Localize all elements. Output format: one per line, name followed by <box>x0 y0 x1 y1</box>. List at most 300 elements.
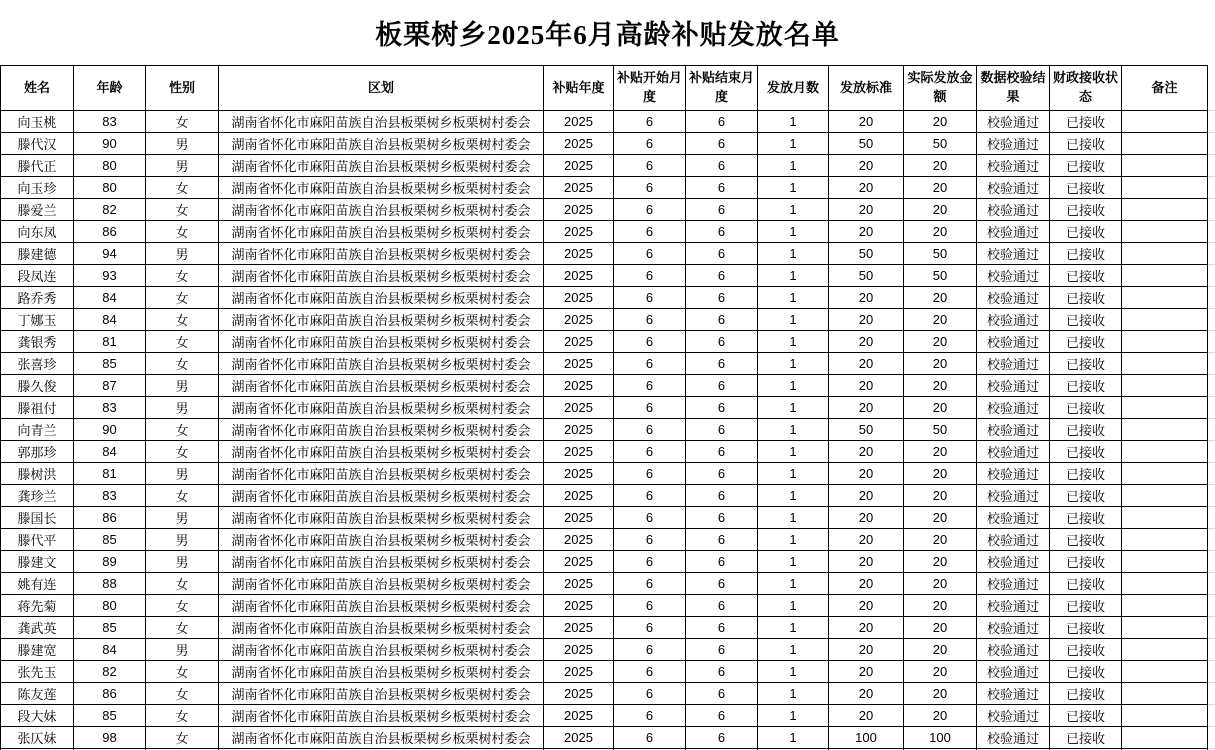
column-header-11: 数据校验结果 <box>977 66 1050 111</box>
table-cell: 湖南省怀化市麻阳苗族自治县板栗树乡板栗树村委会 <box>219 507 544 529</box>
table-cell: 20 <box>904 573 977 595</box>
table-row <box>1 727 1208 749</box>
table-cell: 6 <box>614 397 686 419</box>
table-cell: 20 <box>829 573 904 595</box>
table-header-row <box>1 66 1208 111</box>
sheet-gridlines <box>1208 89 1215 750</box>
table-cell: 2025 <box>544 485 614 507</box>
table-cell: 张喜珍 <box>1 353 74 375</box>
table-cell: 校验通过 <box>977 331 1050 353</box>
table-cell: 2025 <box>544 463 614 485</box>
table-cell: 校验通过 <box>977 243 1050 265</box>
table-cell: 1 <box>758 551 829 573</box>
table-cell: 1 <box>758 375 829 397</box>
table-row <box>1 705 1208 727</box>
column-header-2: 年龄 <box>74 66 146 111</box>
table-cell: 湖南省怀化市麻阳苗族自治县板栗树乡板栗树村委会 <box>219 639 544 661</box>
table-cell: 20 <box>829 111 904 133</box>
table-cell: 6 <box>686 639 758 661</box>
table-cell: 20 <box>904 199 977 221</box>
table-cell: 1 <box>758 199 829 221</box>
table-cell: 20 <box>829 309 904 331</box>
table-cell: 1 <box>758 331 829 353</box>
table-cell: 6 <box>686 661 758 683</box>
table-cell: 男 <box>146 397 219 419</box>
table-cell: 50 <box>829 419 904 441</box>
table-cell: 龚武英 <box>1 617 74 639</box>
table-cell: 1 <box>758 287 829 309</box>
table-cell: 20 <box>829 661 904 683</box>
table-row <box>1 177 1208 199</box>
table-cell: 88 <box>74 573 146 595</box>
table-cell: 滕代平 <box>1 529 74 551</box>
table-cell: 6 <box>614 309 686 331</box>
table-cell: 女 <box>146 287 219 309</box>
table-cell: 男 <box>146 243 219 265</box>
table-cell: 2025 <box>544 221 614 243</box>
table-cell: 6 <box>686 199 758 221</box>
table-cell: 1 <box>758 705 829 727</box>
table-cell: 已接收 <box>1050 441 1122 463</box>
table-cell: 6 <box>686 507 758 529</box>
table-cell: 龚珍兰 <box>1 485 74 507</box>
table-cell: 6 <box>614 177 686 199</box>
table-cell: 6 <box>686 595 758 617</box>
table-cell: 90 <box>74 133 146 155</box>
table-cell: 2025 <box>544 375 614 397</box>
table-cell: 男 <box>146 375 219 397</box>
table-cell: 1 <box>758 727 829 749</box>
table-cell: 100 <box>829 727 904 749</box>
table-cell <box>1122 419 1208 441</box>
table-cell: 校验通过 <box>977 221 1050 243</box>
table-cell: 湖南省怀化市麻阳苗族自治县板栗树乡板栗树村委会 <box>219 375 544 397</box>
table-cell: 6 <box>686 683 758 705</box>
table-cell: 姚有连 <box>1 573 74 595</box>
table-row <box>1 463 1208 485</box>
table-cell: 校验通过 <box>977 397 1050 419</box>
table-cell: 2025 <box>544 265 614 287</box>
table-cell: 6 <box>686 463 758 485</box>
table-cell: 20 <box>829 331 904 353</box>
table-cell: 校验通过 <box>977 265 1050 287</box>
table-cell: 2025 <box>544 243 614 265</box>
table-cell: 50 <box>904 243 977 265</box>
table-cell: 向玉桃 <box>1 111 74 133</box>
table-cell: 男 <box>146 133 219 155</box>
table-cell: 20 <box>829 397 904 419</box>
table-cell: 2025 <box>544 529 614 551</box>
table-cell: 6 <box>614 111 686 133</box>
table-cell: 1 <box>758 617 829 639</box>
table-cell: 2025 <box>544 111 614 133</box>
table-cell: 6 <box>614 375 686 397</box>
table-cell: 已接收 <box>1050 243 1122 265</box>
column-header-3: 性别 <box>146 66 219 111</box>
column-header-7: 补贴结束月度 <box>686 66 758 111</box>
table-cell <box>1122 309 1208 331</box>
table-cell: 已接收 <box>1050 639 1122 661</box>
table-cell: 6 <box>614 485 686 507</box>
table-cell: 1 <box>758 243 829 265</box>
table-cell: 女 <box>146 331 219 353</box>
table-cell: 已接收 <box>1050 683 1122 705</box>
table-cell: 20 <box>829 287 904 309</box>
table-cell: 6 <box>686 617 758 639</box>
table-cell: 6 <box>686 309 758 331</box>
table-cell: 校验通过 <box>977 705 1050 727</box>
table-cell: 20 <box>904 529 977 551</box>
table-cell: 20 <box>904 485 977 507</box>
table-cell: 20 <box>829 177 904 199</box>
table-cell <box>1122 529 1208 551</box>
table-row <box>1 661 1208 683</box>
table-cell: 20 <box>829 639 904 661</box>
table-cell: 6 <box>614 683 686 705</box>
table-cell: 蒋先菊 <box>1 595 74 617</box>
table-cell: 6 <box>614 617 686 639</box>
table-cell <box>1122 573 1208 595</box>
table-cell: 83 <box>74 485 146 507</box>
table-cell: 路乔秀 <box>1 287 74 309</box>
table-header <box>1 66 1208 111</box>
table-cell <box>1122 507 1208 529</box>
table-row <box>1 595 1208 617</box>
table-cell: 向东凤 <box>1 221 74 243</box>
table-cell: 2025 <box>544 617 614 639</box>
table-cell: 已接收 <box>1050 221 1122 243</box>
table-cell: 6 <box>686 155 758 177</box>
table-cell: 湖南省怀化市麻阳苗族自治县板栗树乡板栗树村委会 <box>219 287 544 309</box>
table-cell: 校验通过 <box>977 155 1050 177</box>
table-cell <box>1122 551 1208 573</box>
table-cell: 20 <box>829 155 904 177</box>
table-cell: 20 <box>904 375 977 397</box>
table-cell: 6 <box>614 199 686 221</box>
table-cell: 2025 <box>544 661 614 683</box>
table-cell: 已接收 <box>1050 309 1122 331</box>
table-cell: 校验通过 <box>977 133 1050 155</box>
table-cell: 2025 <box>544 727 614 749</box>
table-cell: 校验通过 <box>977 617 1050 639</box>
table-cell: 1 <box>758 177 829 199</box>
table-cell: 87 <box>74 375 146 397</box>
table-cell: 校验通过 <box>977 529 1050 551</box>
table-cell: 85 <box>74 353 146 375</box>
table-cell <box>1122 155 1208 177</box>
table-cell: 校验通过 <box>977 573 1050 595</box>
table-cell: 6 <box>614 133 686 155</box>
table-cell: 滕祖付 <box>1 397 74 419</box>
table-cell: 6 <box>686 441 758 463</box>
table-cell <box>1122 661 1208 683</box>
table-cell: 100 <box>904 727 977 749</box>
table-cell: 湖南省怀化市麻阳苗族自治县板栗树乡板栗树村委会 <box>219 177 544 199</box>
table-cell: 2025 <box>544 199 614 221</box>
table-cell: 80 <box>74 595 146 617</box>
table-cell: 湖南省怀化市麻阳苗族自治县板栗树乡板栗树村委会 <box>219 111 544 133</box>
table-cell <box>1122 639 1208 661</box>
table-row <box>1 287 1208 309</box>
table-row <box>1 155 1208 177</box>
column-header-10: 实际发放金额 <box>904 66 977 111</box>
table-cell: 湖南省怀化市麻阳苗族自治县板栗树乡板栗树村委会 <box>219 353 544 375</box>
table-cell: 女 <box>146 661 219 683</box>
table-cell: 20 <box>904 397 977 419</box>
table-cell: 1 <box>758 595 829 617</box>
table-cell: 已接收 <box>1050 551 1122 573</box>
table-cell: 20 <box>904 287 977 309</box>
table-cell: 50 <box>829 265 904 287</box>
table-cell: 校验通过 <box>977 177 1050 199</box>
table-cell: 湖南省怀化市麻阳苗族自治县板栗树乡板栗树村委会 <box>219 221 544 243</box>
table-cell: 20 <box>904 331 977 353</box>
table-cell: 2025 <box>544 331 614 353</box>
table-row <box>1 353 1208 375</box>
table-cell: 6 <box>686 529 758 551</box>
table-cell: 6 <box>614 353 686 375</box>
table-cell: 已接收 <box>1050 287 1122 309</box>
table-cell: 校验通过 <box>977 485 1050 507</box>
table-cell: 女 <box>146 705 219 727</box>
table-cell: 校验通过 <box>977 111 1050 133</box>
table-cell: 20 <box>829 507 904 529</box>
table-cell: 86 <box>74 683 146 705</box>
table-cell: 20 <box>829 441 904 463</box>
table-cell: 湖南省怀化市麻阳苗族自治县板栗树乡板栗树村委会 <box>219 529 544 551</box>
table-cell: 已接收 <box>1050 199 1122 221</box>
table-cell: 已接收 <box>1050 705 1122 727</box>
table-cell: 20 <box>829 463 904 485</box>
table-cell <box>1122 177 1208 199</box>
table-cell: 郭那珍 <box>1 441 74 463</box>
table-row <box>1 683 1208 705</box>
table-cell: 校验通过 <box>977 639 1050 661</box>
table-cell: 20 <box>829 353 904 375</box>
table-cell: 6 <box>614 595 686 617</box>
table-cell: 20 <box>904 441 977 463</box>
table-cell <box>1122 441 1208 463</box>
table-cell: 校验通过 <box>977 419 1050 441</box>
column-header-5: 补贴年度 <box>544 66 614 111</box>
table-cell: 张先玉 <box>1 661 74 683</box>
table-cell <box>1122 133 1208 155</box>
table-cell: 湖南省怀化市麻阳苗族自治县板栗树乡板栗树村委会 <box>219 485 544 507</box>
table-cell <box>1122 221 1208 243</box>
table-cell: 女 <box>146 111 219 133</box>
table-cell: 男 <box>146 155 219 177</box>
table-cell: 张仄妹 <box>1 727 74 749</box>
table-cell: 6 <box>614 155 686 177</box>
subsidy-table <box>0 65 1208 750</box>
table-cell: 校验通过 <box>977 551 1050 573</box>
table-cell: 男 <box>146 529 219 551</box>
table-cell: 6 <box>686 551 758 573</box>
table-cell: 20 <box>904 617 977 639</box>
table-cell: 1 <box>758 353 829 375</box>
table-cell: 已接收 <box>1050 397 1122 419</box>
table-cell: 校验通过 <box>977 353 1050 375</box>
table-cell: 50 <box>829 243 904 265</box>
table-cell: 已接收 <box>1050 419 1122 441</box>
table-cell: 已接收 <box>1050 265 1122 287</box>
table-cell: 湖南省怀化市麻阳苗族自治县板栗树乡板栗树村委会 <box>219 617 544 639</box>
table-row <box>1 331 1208 353</box>
table-row <box>1 309 1208 331</box>
table-cell: 女 <box>146 573 219 595</box>
table-cell: 女 <box>146 441 219 463</box>
table-cell: 6 <box>686 573 758 595</box>
table-cell: 2025 <box>544 353 614 375</box>
table-row <box>1 485 1208 507</box>
table-cell: 2025 <box>544 419 614 441</box>
table-cell: 已接收 <box>1050 463 1122 485</box>
table-cell: 6 <box>686 265 758 287</box>
column-header-12: 财政接收状态 <box>1050 66 1122 111</box>
table-cell: 6 <box>686 375 758 397</box>
column-header-6: 补贴开始月度 <box>614 66 686 111</box>
table-cell: 6 <box>686 243 758 265</box>
table-cell: 82 <box>74 199 146 221</box>
table-cell <box>1122 463 1208 485</box>
table-cell <box>1122 287 1208 309</box>
table-cell: 1 <box>758 155 829 177</box>
table-cell: 6 <box>614 221 686 243</box>
table-cell: 85 <box>74 529 146 551</box>
table-row <box>1 199 1208 221</box>
table-cell: 6 <box>686 353 758 375</box>
table-cell: 已接收 <box>1050 573 1122 595</box>
table-body <box>1 111 1208 750</box>
table-cell: 湖南省怀化市麻阳苗族自治县板栗树乡板栗树村委会 <box>219 155 544 177</box>
table-cell: 82 <box>74 661 146 683</box>
table-cell: 段大妹 <box>1 705 74 727</box>
table-cell: 1 <box>758 661 829 683</box>
table-cell: 1 <box>758 221 829 243</box>
table-cell: 20 <box>904 155 977 177</box>
table-cell: 已接收 <box>1050 617 1122 639</box>
table-cell: 校验通过 <box>977 287 1050 309</box>
table-cell: 20 <box>904 595 977 617</box>
table-cell: 85 <box>74 705 146 727</box>
table-cell: 湖南省怀化市麻阳苗族自治县板栗树乡板栗树村委会 <box>219 441 544 463</box>
table-cell: 女 <box>146 353 219 375</box>
table-cell: 20 <box>829 595 904 617</box>
table-cell: 6 <box>614 551 686 573</box>
table-cell: 6 <box>614 265 686 287</box>
table-cell: 向玉珍 <box>1 177 74 199</box>
table-cell <box>1122 265 1208 287</box>
table-cell: 校验通过 <box>977 199 1050 221</box>
table-cell <box>1122 595 1208 617</box>
table-cell: 6 <box>686 705 758 727</box>
table-cell: 6 <box>614 639 686 661</box>
table-cell: 滕国长 <box>1 507 74 529</box>
table-cell: 20 <box>829 617 904 639</box>
table-cell: 校验通过 <box>977 441 1050 463</box>
table-cell: 湖南省怀化市麻阳苗族自治县板栗树乡板栗树村委会 <box>219 573 544 595</box>
table-cell: 50 <box>904 419 977 441</box>
table-cell: 湖南省怀化市麻阳苗族自治县板栗树乡板栗树村委会 <box>219 309 544 331</box>
table-cell: 84 <box>74 309 146 331</box>
table-cell: 2025 <box>544 155 614 177</box>
table-cell: 陈友莲 <box>1 683 74 705</box>
table-cell: 89 <box>74 551 146 573</box>
table-cell: 滕代正 <box>1 155 74 177</box>
table-cell: 1 <box>758 683 829 705</box>
table-cell: 滕爱兰 <box>1 199 74 221</box>
table-cell: 1 <box>758 463 829 485</box>
table-cell: 1 <box>758 133 829 155</box>
table-cell: 校验通过 <box>977 683 1050 705</box>
table-row <box>1 639 1208 661</box>
table-cell: 女 <box>146 265 219 287</box>
table-cell: 81 <box>74 463 146 485</box>
table-cell: 女 <box>146 419 219 441</box>
table-cell: 女 <box>146 727 219 749</box>
table-cell: 6 <box>686 133 758 155</box>
table-cell: 20 <box>829 683 904 705</box>
table-cell: 已接收 <box>1050 595 1122 617</box>
table-cell: 80 <box>74 177 146 199</box>
table-cell <box>1122 485 1208 507</box>
table-cell: 2025 <box>544 309 614 331</box>
table-cell: 男 <box>146 639 219 661</box>
table-cell: 校验通过 <box>977 507 1050 529</box>
table-cell: 校验通过 <box>977 463 1050 485</box>
table-cell: 98 <box>74 727 146 749</box>
table-cell: 2025 <box>544 507 614 529</box>
table-cell <box>1122 243 1208 265</box>
table-cell: 已接收 <box>1050 727 1122 749</box>
table-cell: 20 <box>904 463 977 485</box>
table-cell: 湖南省怀化市麻阳苗族自治县板栗树乡板栗树村委会 <box>219 727 544 749</box>
table-cell: 1 <box>758 309 829 331</box>
table-cell: 6 <box>686 485 758 507</box>
table-cell: 2025 <box>544 287 614 309</box>
table-cell: 50 <box>904 265 977 287</box>
table-cell: 湖南省怀化市麻阳苗族自治县板栗树乡板栗树村委会 <box>219 463 544 485</box>
table-cell: 已接收 <box>1050 111 1122 133</box>
table-cell: 已接收 <box>1050 507 1122 529</box>
table-cell: 50 <box>829 133 904 155</box>
column-header-9: 发放标准 <box>829 66 904 111</box>
table-cell: 湖南省怀化市麻阳苗族自治县板栗树乡板栗树村委会 <box>219 331 544 353</box>
table-cell: 6 <box>614 463 686 485</box>
table-cell: 84 <box>74 441 146 463</box>
table-cell: 湖南省怀化市麻阳苗族自治县板栗树乡板栗树村委会 <box>219 551 544 573</box>
table-cell: 20 <box>829 551 904 573</box>
table-cell: 6 <box>614 243 686 265</box>
table-cell: 湖南省怀化市麻阳苗族自治县板栗树乡板栗树村委会 <box>219 265 544 287</box>
table-cell: 1 <box>758 639 829 661</box>
table-cell <box>1122 353 1208 375</box>
table-cell: 滕建德 <box>1 243 74 265</box>
table-cell: 83 <box>74 111 146 133</box>
table-cell: 6 <box>614 441 686 463</box>
table-cell: 6 <box>614 705 686 727</box>
table-cell: 2025 <box>544 639 614 661</box>
table-cell <box>1122 683 1208 705</box>
table-cell: 女 <box>146 221 219 243</box>
table-cell: 湖南省怀化市麻阳苗族自治县板栗树乡板栗树村委会 <box>219 133 544 155</box>
table-cell: 男 <box>146 507 219 529</box>
table-cell: 84 <box>74 287 146 309</box>
table-cell: 1 <box>758 441 829 463</box>
table-cell: 2025 <box>544 133 614 155</box>
table-cell: 20 <box>829 705 904 727</box>
table-cell: 湖南省怀化市麻阳苗族自治县板栗树乡板栗树村委会 <box>219 661 544 683</box>
